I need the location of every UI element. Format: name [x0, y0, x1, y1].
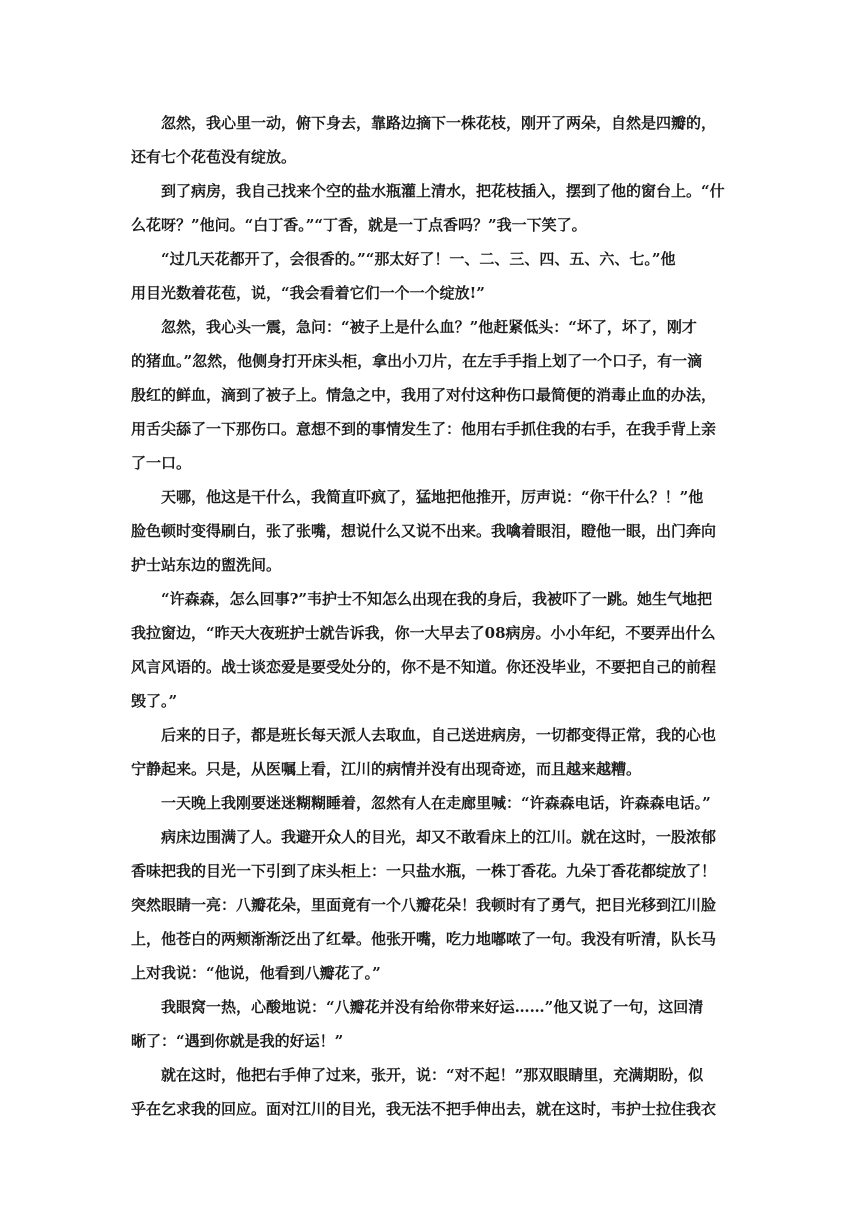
text-line: 上，他苍白的两颊渐渐泛出了红晕。他张开嘴，吃力地嘟哝了一句。我没有听清，队长马 [131, 930, 717, 948]
text-line: 后来的日子，都是班长每天派人去取血，自己送进病房，一切都变得正常，我的心也 [161, 726, 717, 744]
text-line: 天哪，他这是干什么，我简直吓疯了，猛地把他推开，厉声说：“你干什么？！”他 [161, 488, 704, 506]
paragraph [131, 242, 731, 310]
text-line: 殷红的鲜血，滴到了被子上。情急之中，我用了对付这种伤口最简便的消毒止血的办法， [131, 386, 717, 404]
text-line: 我眼窝一热，心酸地说：“八瓣花并没有给你带来好运……”他又说了一句，这回清 [161, 998, 704, 1016]
paragraph [131, 310, 731, 480]
paragraph [131, 1058, 731, 1126]
text-line: “过几天花都开了，会很香的。”“那太好了！一、二、三、四、五、六、七。”他 [161, 250, 676, 268]
text-line: 病床边围满了人。我避开众人的目光，却又不敢看床上的江川。就在这时，一股浓郁 [161, 828, 717, 846]
text-line: 我拉窗边，“昨天大夜班护士就告诉我，你一大早去了08病房。小小年纪，不要弄出什么 [131, 624, 716, 642]
text-line: 还有七个花苞没有绽放。 [131, 148, 297, 166]
text-line: 了一口。 [131, 454, 192, 472]
paragraph [131, 106, 731, 174]
text-line: 宁静起来。只是，从医嘱上看，江川的病情并没有出现奇迹，而且越来越糟。 [131, 760, 642, 778]
text-line: 香味把我的目光一下引到了床头柜上：一只盐水瓶，一株丁香花。九朵丁香花都绽放了！ [131, 862, 717, 880]
document-body [131, 106, 731, 1126]
text-line: 护士站东边的盥洗间。 [131, 556, 282, 574]
paragraph [131, 174, 731, 242]
text-line: 上对我说：“他说，他看到八瓣花了。” [131, 964, 381, 982]
text-line: 突然眼睛一亮：八瓣花朵，里面竟有一个八瓣花朵！我顿时有了勇气，把目光移到江川脸 [131, 896, 717, 914]
paragraph [131, 582, 731, 718]
text-line: 忽然，我心头一震，急问：“被子上是什么血？”他赶紧低头：“坏了，坏了，刚才 [161, 318, 697, 336]
text-line: 么花呀？”他问。“白丁香。”“丁香，就是一丁点香吗？”我一下笑了。 [131, 216, 587, 234]
text-line: 脸色顿时变得刷白，张了张嘴，想说什么又说不出来。我噙着眼泪，瞪他一眼，出门奔向 [131, 522, 717, 540]
paragraph [131, 786, 731, 820]
text-line: 忽然，我心里一动，俯下身去，靠路边摘下一株花枝，刚开了两朵，自然是四瓣的， [161, 114, 717, 132]
text-line: 用目光数着花苞，说，“我会看着它们一个一个绽放!” [131, 284, 485, 302]
paragraph [131, 480, 731, 582]
text-line: 晰了：“遇到你就是我的好运！” [131, 1032, 344, 1050]
text-line: “许森森，怎么回事?”韦护士不知怎么出现在我的身后，我被吓了一跳。她生气地把 [161, 590, 713, 608]
text-line: 一天晚上我刚要迷迷糊糊睡着，忽然有人在走廊里喊：“许森森电话，许森森电话。” [161, 794, 711, 812]
paragraph [131, 820, 731, 990]
text-line: 的猪血。”忽然，他侧身打开床头柜，拿出小刀片，在左手手指上划了一个口子，有一滴 [131, 352, 703, 370]
text-line: 风言风语的。战士谈恋爱是要受处分的，你不是不知道。你还没毕业，不要把自己的前程 [131, 658, 717, 676]
text-line: 毁了。” [131, 692, 178, 710]
text-line: 用舌尖舔了一下那伤口。意想不到的事情发生了：他用右手抓住我的右手，在我手背上亲 [131, 420, 717, 438]
paragraph [131, 718, 731, 786]
text-line: 到了病房，我自己找来个空的盐水瓶灌上清水，把花枝插入，摆到了他的窗台上。“什 [161, 182, 725, 200]
paragraph [131, 990, 731, 1058]
text-line: 乎在乞求我的回应。面对江川的目光，我无法不把手伸出去，就在这时，韦护士拉住我衣 [131, 1100, 717, 1118]
text-line: 就在这时，他把右手伸了过来，张开，说：“对不起！”那双眼睛里，充满期盼，似 [161, 1066, 704, 1084]
